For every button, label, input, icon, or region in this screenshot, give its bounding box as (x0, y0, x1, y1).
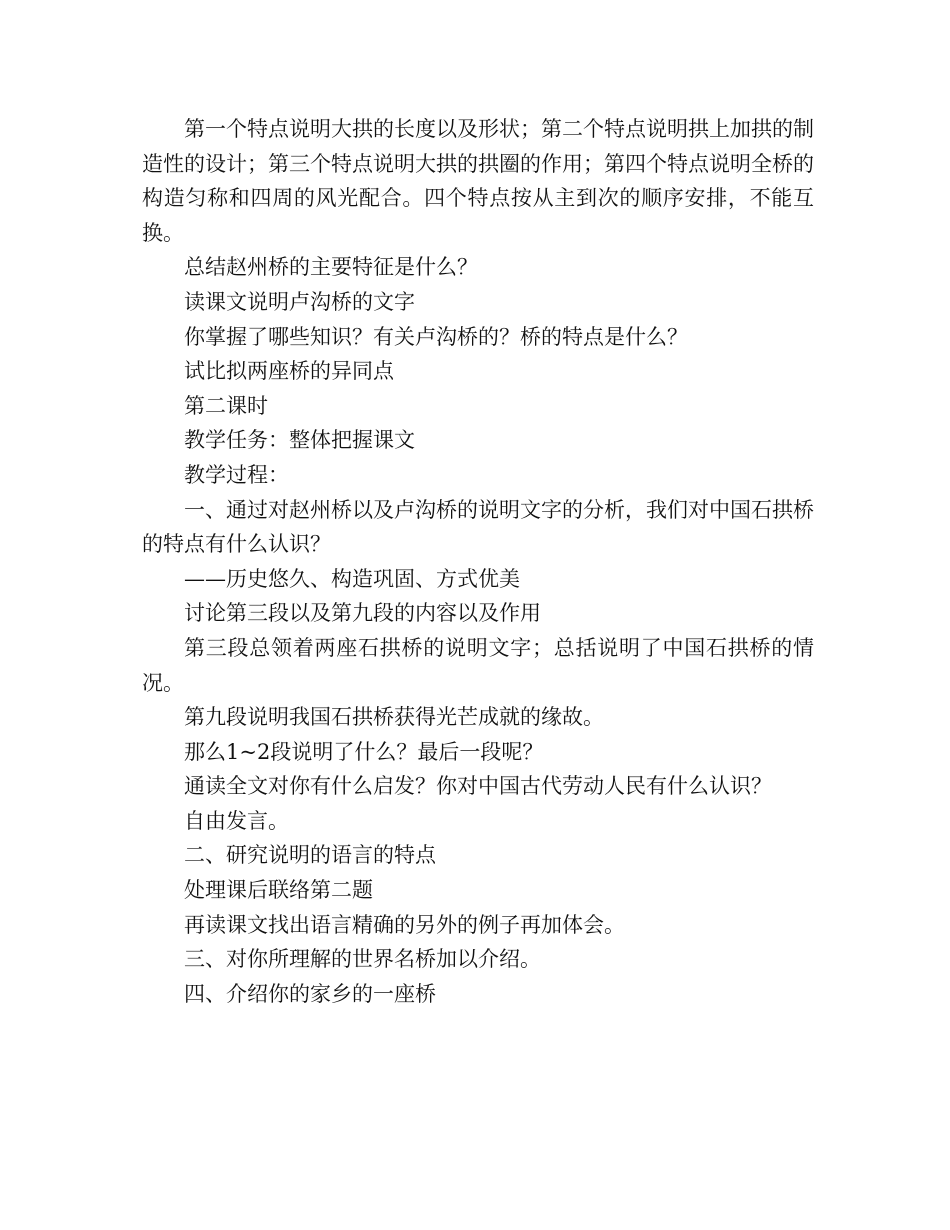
section-heading: 第二课时 (184, 393, 268, 418)
paragraph: 总结赵州桥的主要特征是什么？ (184, 255, 478, 280)
paragraph: 一、通过对赵州桥以及卢沟桥的说明文字的分析，我们对中国石拱桥的特点有什么认识？ (142, 497, 814, 557)
paragraph: 自由发言。 (184, 808, 289, 833)
paragraph: 三、对你所理解的世界名桥加以介绍。 (184, 947, 541, 972)
paragraph: 第一个特点说明大拱的长度以及形状；第二个特点说明拱上加拱的制造性的设计；第三个特点说明大拱的拱圈的作用；第四个特点说明全桥的构造匀称和四周的风光配合。四个特点按从主到次的顺序安排，不能互换。 (142, 117, 814, 245)
paragraph: 二、研究说明的语言的特点 (184, 843, 436, 868)
paragraph: 四、介绍你的家乡的一座桥 (184, 981, 436, 1006)
paragraph: 讨论第三段以及第九段的内容以及作用 (184, 601, 541, 626)
paragraph: 处理课后联络第二题 (184, 878, 373, 903)
paragraph: 教学任务：整体把握课文 (184, 428, 415, 453)
paragraph: 读课文说明卢沟桥的文字 (184, 289, 415, 314)
paragraph: ——历史悠久、构造巩固、方式优美 (184, 566, 520, 591)
paragraph: 第九段说明我国石拱桥获得光芒成就的缘故。 (184, 705, 604, 730)
paragraph: 那么1~2段说明了什么？最后一段呢？ (184, 739, 544, 764)
paragraph: 试比拟两座桥的异同点 (184, 359, 394, 384)
paragraph: 通读全文对你有什么启发？你对中国古代劳动人民有什么认识？ (184, 774, 772, 799)
paragraph: 你掌握了哪些知识？有关卢沟桥的？桥的特点是什么？ (184, 324, 688, 349)
document-body (142, 112, 814, 1011)
paragraph: 第三段总领着两座石拱桥的说明文字；总括说明了中国石拱桥的情况。 (142, 635, 814, 695)
paragraph: 再读课文找出语言精确的另外的例子再加体会。 (184, 912, 625, 937)
paragraph: 教学过程： (184, 462, 289, 487)
